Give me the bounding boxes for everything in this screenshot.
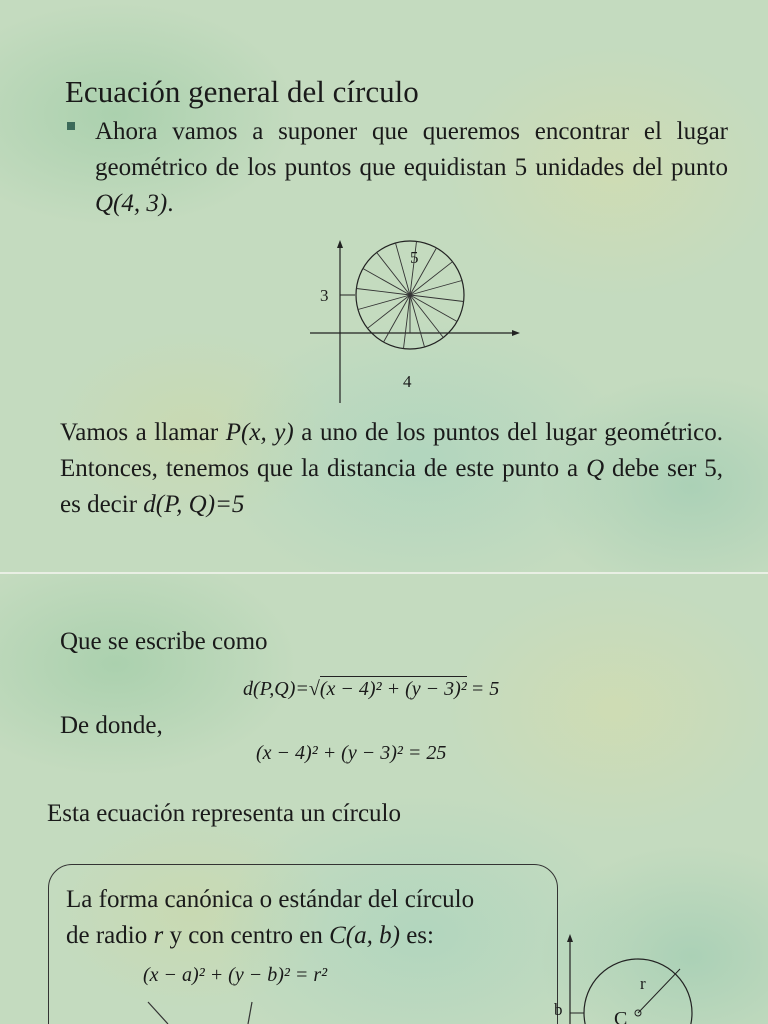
radius-r: r bbox=[153, 922, 164, 949]
para-text-3: debe ser 5, es decir bbox=[60, 455, 724, 518]
center-c: C(a, b) bbox=[329, 922, 400, 949]
bullet-end: . bbox=[167, 190, 174, 217]
radius-spoke bbox=[368, 295, 411, 328]
para-text-1: Vamos a llamar bbox=[60, 419, 226, 446]
bullet-text-part1: Ahora vamos a suponer que queremos encontrar el lugar geométrico de los puntos que equidistan 5 unidades del punto bbox=[95, 118, 728, 181]
radius-spoke bbox=[404, 295, 411, 349]
radius-spoke bbox=[363, 269, 410, 296]
radius-spoke bbox=[358, 295, 410, 310]
y-axis-arrow bbox=[337, 240, 343, 248]
explanation-paragraph bbox=[60, 415, 723, 523]
radius-spoke bbox=[410, 295, 457, 322]
r-label: r bbox=[640, 974, 646, 993]
c-label: C bbox=[614, 1008, 628, 1024]
standard-circle-figure bbox=[560, 929, 768, 1024]
line-de-donde: De donde, bbox=[60, 712, 163, 739]
radius-spoke bbox=[410, 295, 443, 338]
sqrt-sign: √ bbox=[308, 678, 320, 700]
callout-text-a: de radio bbox=[66, 922, 154, 949]
radius-spoke bbox=[396, 243, 411, 295]
formula1-rhs: = 5 bbox=[470, 678, 500, 700]
point-p: P(x, y) bbox=[225, 419, 294, 446]
radius-spoke bbox=[410, 295, 464, 302]
radius-spoke bbox=[356, 289, 410, 296]
radius-spoke bbox=[410, 281, 462, 296]
slide-2 bbox=[0, 574, 768, 1024]
bullet-marker bbox=[67, 122, 75, 130]
x-tick-label: 4 bbox=[403, 372, 412, 391]
slide-title: Ecuación general del círculo bbox=[65, 74, 419, 109]
radius-spoke bbox=[384, 295, 411, 342]
b-label: b bbox=[554, 1000, 563, 1019]
formula1-lhs: d(P,Q)= bbox=[243, 678, 309, 700]
line-representa: Esta ecuación representa un círculo bbox=[47, 800, 401, 827]
radius-spoke bbox=[377, 253, 410, 296]
bullet-text bbox=[95, 114, 728, 222]
circle-equation: (x − 4)² + (y − 3)² = 25 bbox=[256, 742, 447, 764]
callout-text-c: es: bbox=[399, 922, 434, 949]
y-axis-2-arrow bbox=[567, 934, 573, 942]
para-text-2: a uno de los puntos del lugar geométrico. Entonces, tenemos que la distancia de este punto a bbox=[60, 419, 723, 482]
callout-text-b: y con centro en bbox=[163, 922, 330, 949]
point-q: Q(4, 3) bbox=[95, 190, 168, 217]
distance-formula bbox=[243, 678, 499, 701]
callout-line-2 bbox=[66, 922, 434, 950]
line-se-escribe: Que se escribe como bbox=[60, 628, 268, 655]
y-tick-label: 3 bbox=[320, 286, 329, 305]
point-q-ref: Q bbox=[586, 455, 605, 482]
standard-form-equation: (x − a)² + (y − b)² = r² bbox=[143, 964, 328, 986]
distance-equation: d(P, Q)=5 bbox=[143, 491, 245, 518]
x-axis-arrow bbox=[512, 330, 520, 336]
formula1-radicand: (x − 4)² + (y − 3)² bbox=[319, 678, 467, 700]
callout-tail bbox=[140, 994, 280, 1024]
radius-spoke bbox=[410, 295, 425, 347]
circle-2 bbox=[584, 959, 692, 1024]
callout-line-1: La forma canónica o estándar del círculo bbox=[66, 886, 475, 913]
radius-label: 5 bbox=[410, 248, 419, 267]
